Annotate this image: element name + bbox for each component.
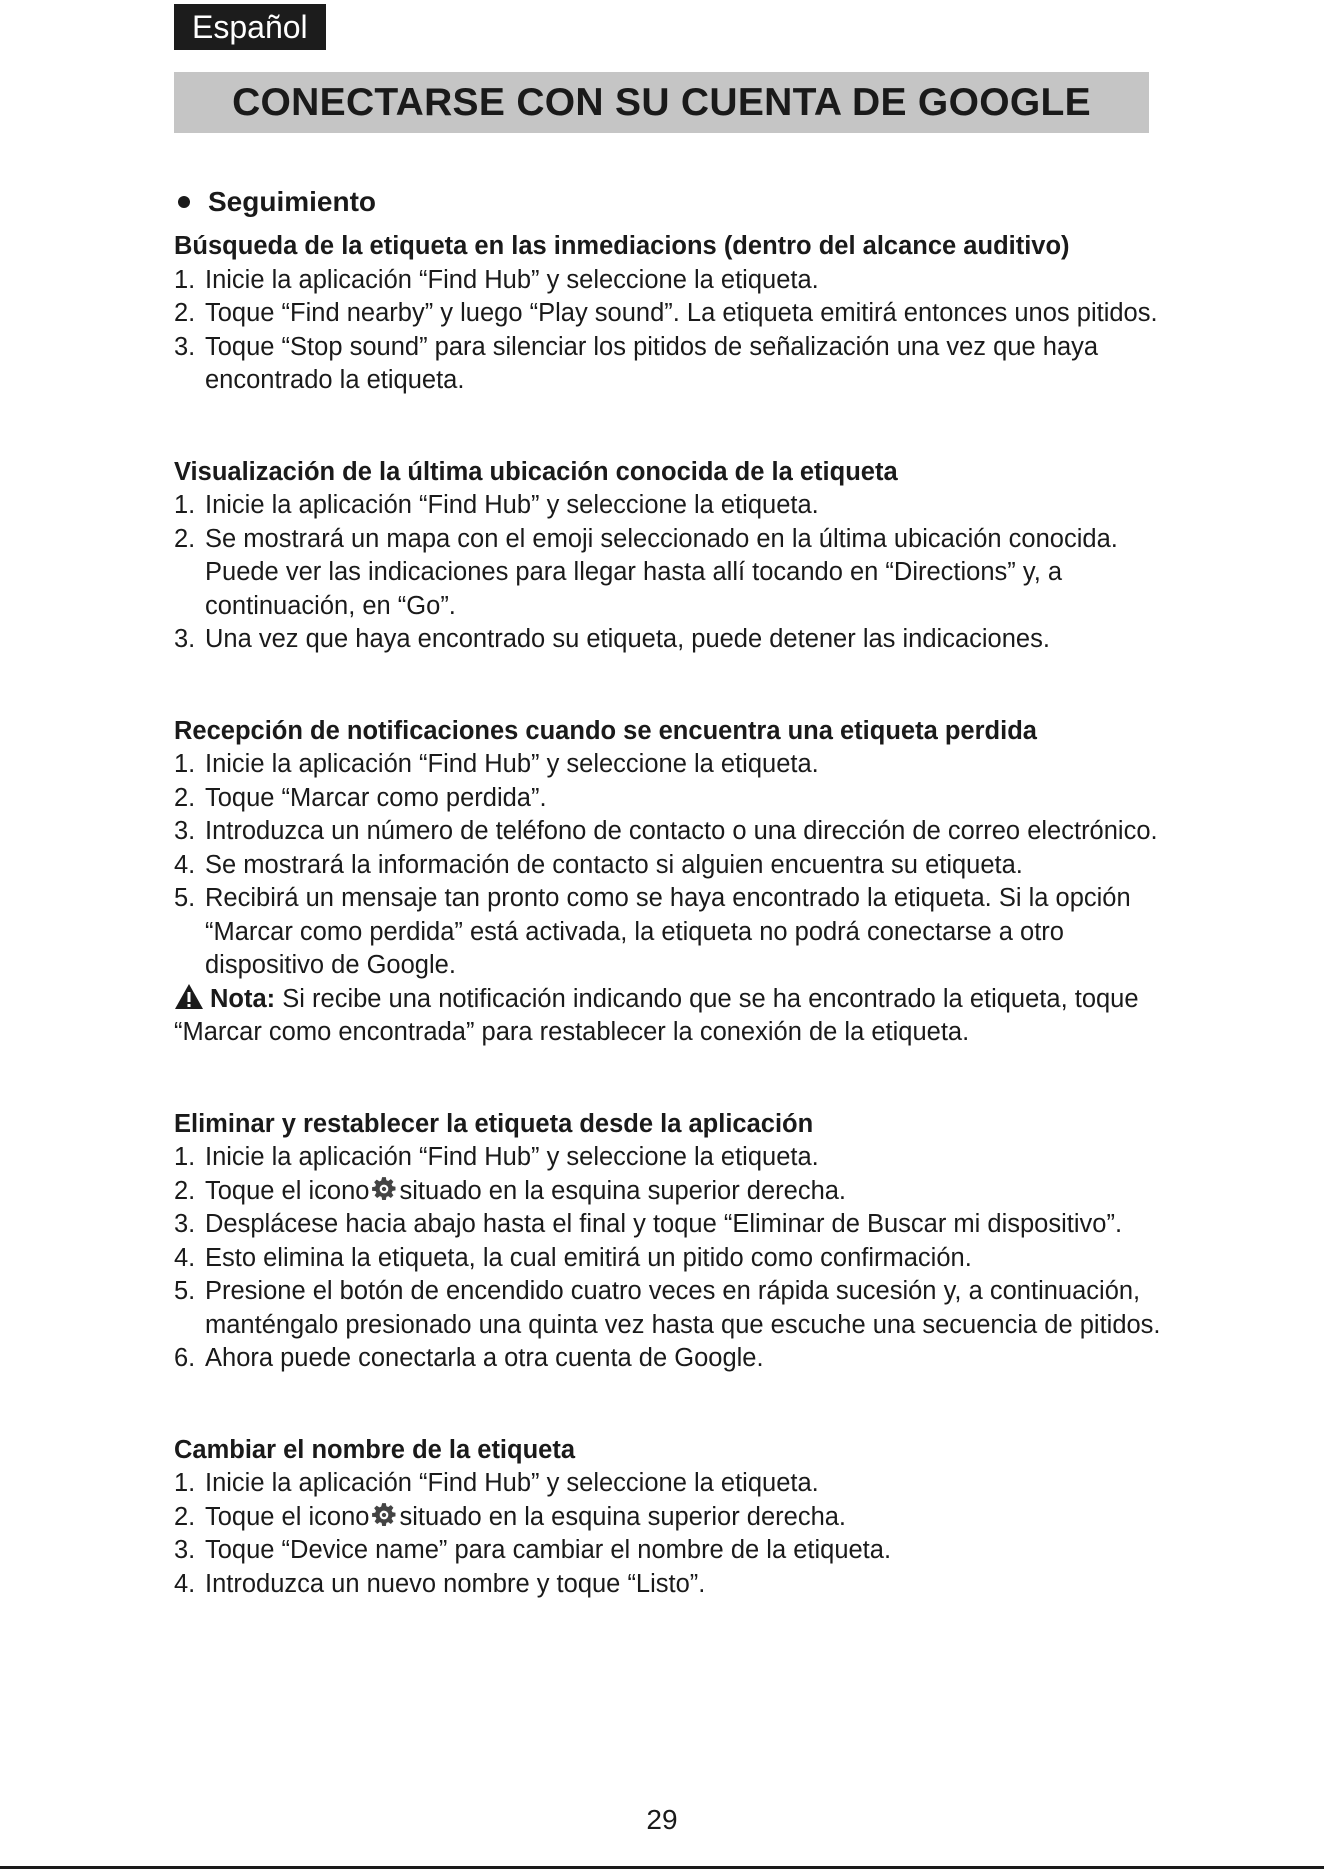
step-text: Toque “Marcar como perdida”. [205,783,547,812]
step-text: Presione el botón de encendido cuatro veces en rápida sucesión y, a continuación, manténgalo presionado una quinta vez hasta que escuche una secuencia de pitidos. [205,1277,1161,1339]
step-item [174,331,1164,398]
step-item [174,523,1164,624]
step-number: 2. [174,524,196,553]
bottom-rule [0,1866,1324,1869]
step-number: 2. [174,299,196,327]
step-number: 1. [174,750,196,778]
step-text: Ahora puede conectarla a otra cuenta de Google. [205,1344,764,1372]
step-item [174,1568,1164,1602]
section-heading-label: Seguimiento [208,186,377,217]
step-number: 3. [174,817,196,845]
language-tab: Español [174,4,326,50]
step-text: Toque “Stop sound” para silenciar los pitidos de señalización una vez que haya encontrado la etiqueta. [205,332,1099,394]
step-item [174,1275,1164,1342]
subsection [174,230,1164,398]
steps-list [174,748,1164,983]
step-item [174,1141,1164,1175]
step-text: Toque “Device name” para cambiar el nombre de la etiqueta. [205,1536,892,1564]
step-number: 3. [174,332,196,361]
step-text: Toque “Find nearby” y luego “Play sound”. La etiqueta emitirá entonces unos pitidos. [205,299,1158,327]
steps-list [174,1141,1164,1376]
step-text: Introduzca un número de teléfono de contacto o una dirección de correo electrónico. [205,817,1158,845]
subsection [174,1108,1164,1376]
step-number: 3. [174,625,196,653]
step-number: 2. [174,1176,196,1205]
subsections [174,230,1164,1601]
step-item [174,1208,1164,1242]
step-number: 5. [174,884,196,912]
step-text-before: Toque el icono [205,1502,370,1531]
subsection [174,715,1164,1050]
step-number: 3. [174,1210,196,1238]
section-heading [174,180,1164,224]
steps-list [174,1467,1164,1601]
step-item [174,1242,1164,1276]
step-text: Se mostrará la información de contacto si alguien encuentra su etiqueta. [205,850,1023,879]
step-item [174,297,1164,331]
step-text: Inicie la aplicación “Find Hub” y seleccione la etiqueta. [205,265,819,294]
step-text: Inicie la aplicación “Find Hub” y seleccione la etiqueta. [205,1469,819,1497]
steps-list [174,264,1164,398]
step-number: 1. [174,491,196,519]
page-number: 29 [646,1804,678,1835]
manual-content [174,180,1164,1659]
step-number: 1. [174,1469,196,1497]
steps-list [174,489,1164,657]
step-item [174,849,1164,883]
bullet-icon [178,196,190,208]
step-text: Inicie la aplicación “Find Hub” y seleccione la etiqueta. [205,491,819,519]
step-item [174,623,1164,657]
step-number: 4. [174,850,196,879]
note-label: Nota: [210,984,276,1013]
subsection [174,1434,1164,1602]
step-text: Esto elimina la etiqueta, la cual emitirá un pitido como confirmación. [205,1243,972,1272]
step-item [174,748,1164,782]
step-item [174,1501,1164,1535]
gear-icon [371,1176,397,1202]
step-number: 2. [174,783,196,812]
step-number: 4. [174,1243,196,1272]
page-title: CONECTARSE CON SU CUENTA DE GOOGLE [174,72,1149,133]
gear-icon [371,1502,397,1528]
step-item [174,1534,1164,1568]
step-item [174,1342,1164,1376]
step-number: 2. [174,1502,196,1531]
subsection-heading: Cambiar el nombre de la etiqueta [174,1435,576,1464]
step-text: Inicie la aplicación “Find Hub” y seleccione la etiqueta. [205,1143,819,1171]
step-number: 1. [174,1143,196,1171]
step-number: 3. [174,1536,196,1564]
step-item [174,882,1164,983]
step-text: Una vez que haya encontrado su etiqueta, puede detener las indicaciones. [205,625,1050,653]
step-text-after: situado en la esquina superior derecha. [399,1176,847,1205]
step-item [174,264,1164,298]
subsection-heading: Visualización de la última ubicación conocida de la etiqueta [174,457,898,486]
step-number: 5. [174,1277,196,1305]
step-number: 1. [174,265,196,294]
warning-icon [174,983,204,1010]
subsection-heading: Eliminar y restablecer la etiqueta desde la aplicación [174,1109,814,1138]
step-text: Inicie la aplicación “Find Hub” y seleccione la etiqueta. [205,750,819,778]
step-text: Desplácese hacia abajo hasta el final y toque “Eliminar de Buscar mi dispositivo”. [205,1210,1123,1238]
step-text-after: situado en la esquina superior derecha. [399,1502,847,1531]
subsection [174,456,1164,657]
step-number: 6. [174,1344,196,1372]
step-item [174,815,1164,849]
subsection-heading: Búsqueda de la etiqueta en las inmediacions (dentro del alcance auditivo) [174,232,1070,260]
note-text: Si recibe una notificación indicando que se ha encontrado la etiqueta, toque “Marcar como encontrada” para restablecer la conexión de la etiqueta. [174,984,1139,1046]
step-text-before: Toque el icono [205,1176,370,1205]
step-item [174,1175,1164,1209]
step-item [174,489,1164,523]
note [174,983,1164,1050]
subsection-heading: Recepción de notificaciones cuando se encuentra una etiqueta perdida [174,716,1037,745]
step-item [174,1467,1164,1501]
step-text: Se mostrará un mapa con el emoji seleccionado en la última ubicación conocida. Puede ver las indicaciones para llegar hasta allí tocando en “Directions” y, a continuación, en “Go”. [205,524,1118,620]
step-item [174,782,1164,816]
step-text: Introduzca un nuevo nombre y toque “Listo”. [205,1569,706,1598]
step-number: 4. [174,1569,196,1598]
step-text: Recibirá un mensaje tan pronto como se haya encontrado la etiqueta. Si la opción “Marcar como perdida” está activada, la etiqueta no podrá conectarse a otro dispositivo de Google. [205,884,1131,979]
